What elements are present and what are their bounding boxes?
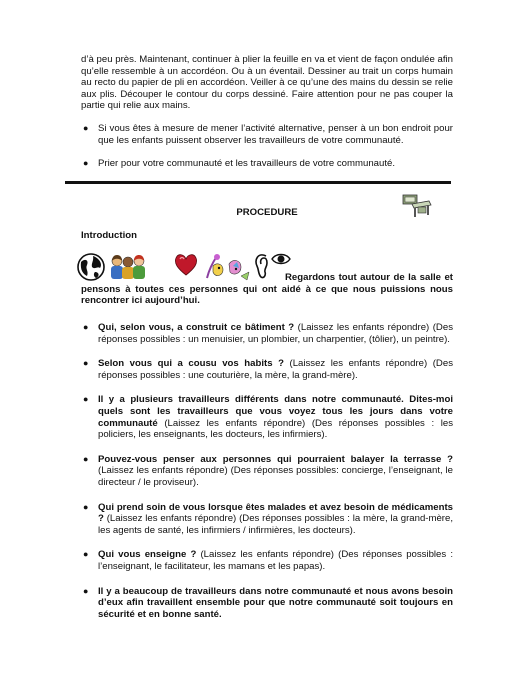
- bullet-text: Prier pour votre communauté et les travailleurs de votre communauté.: [98, 158, 396, 170]
- question-rest: (Laissez les enfants répondre) (Des réponses possibles : un menuisier, un plombier, un charpentier, (tôlier), un peintre).: [98, 322, 453, 345]
- question-rest: (Laissez les enfants répondre) (Des réponses possibles : une couturière, la mère, la grand-mère).: [98, 358, 453, 381]
- question-item: [81, 549, 453, 572]
- bullet-item: [81, 158, 453, 170]
- bullet-dot: ●: [83, 322, 89, 332]
- top-paragraph: d’à peu près. Maintenant, continuer à plier la feuille en va et vient de façon ondulée afin qu’elle ressemble à un accordéon. Ou à un éventail. Dessiner au trait un corps humain au recto du papier de pli en accordéon. Veiller à ce qu’une des mains du dessin se relie aux plis. Découper le contour du corps dessiné. Faire attention pour ne pas couper la partie qui relie aux mains.: [81, 54, 453, 112]
- section-divider: [65, 181, 451, 184]
- question-bold: Il y a plusieurs travailleurs différents dans notre communauté. Dites-moi quels sont les travailleurs que vous voyez tous les jours dans votre communauté: [98, 394, 453, 429]
- procedure-title: PROCEDURE: [236, 207, 298, 218]
- question-bold: Qui vous enseigne ?: [98, 549, 197, 561]
- document-page: [81, 54, 454, 620]
- question-bold: Pouvez-vous penser aux personnes qui pourraient balayer la terrasse ?: [98, 453, 453, 465]
- bullet-dot: ●: [83, 501, 89, 512]
- introduction-text-content: Regardons tout autour de la salle et pensons à toutes ces personnes qui ont aidé à ce que nous puissions nous rencontrer ici aujourd’hui.: [81, 272, 453, 307]
- question-bold: Selon vous qui a cousu vos habits ?: [98, 358, 284, 370]
- question-rest: (Laissez les enfants répondre) (Des réponses possibles : les policiers, les enseignants, les docteurs, les infirmiers).: [98, 417, 453, 441]
- question-bold: Qui, selon vous, a construit ce bâtiment ?: [98, 322, 295, 333]
- bullet-dot: ●: [83, 549, 89, 560]
- question-item: [81, 454, 453, 489]
- question-rest: (Laissez les enfants répondre) (Des réponses possibles : la mère, la grand-mère, les agents de santé, les infirmiers / infirmières, les docteurs).: [98, 513, 453, 536]
- questions-list: [81, 322, 453, 620]
- question-bold: Il y a beaucoup de travailleurs dans notre communauté et nous avons besoin d’eux afin travaillent ensemble pour que notre communauté soit toujours en sécurité et en bonne santé.: [98, 585, 453, 620]
- question-item: [81, 586, 453, 621]
- question-item: [81, 358, 453, 381]
- question-rest: (Laissez les enfants répondre) (Des réponses possibles: concierge, l’enseignant, le directeur / le proviseur).: [98, 465, 453, 488]
- introduction-heading: Introduction: [81, 230, 137, 241]
- bullet-text: Si vous êtes à mesure de mener l’activité alternative, penser à un bon endroit pour que les enfants puissent observer les travailleurs de votre communauté.: [98, 122, 453, 146]
- bullet-dot: ●: [83, 122, 89, 133]
- bullet-dot: ●: [83, 394, 89, 405]
- bullet-dot: ●: [83, 453, 89, 464]
- bullet-item: [81, 123, 453, 146]
- eye-icon: [271, 252, 291, 266]
- question-item: [81, 502, 453, 537]
- question-rest: (Laissez les enfants répondre) (Des réponses possibles : l’enseignant, le facilitateur, les mamans et les papas).: [98, 549, 454, 572]
- bullet-dot: ●: [83, 585, 89, 596]
- bullet-dot: ●: [83, 358, 89, 369]
- question-item: [81, 322, 453, 345]
- introduction-text: [81, 272, 453, 307]
- question-bold: Qui prend soin de vous lorsque êtes malades et avez besoin de médicaments ?: [98, 501, 453, 525]
- bullet-dot: ●: [83, 158, 89, 169]
- question-item: [81, 394, 453, 440]
